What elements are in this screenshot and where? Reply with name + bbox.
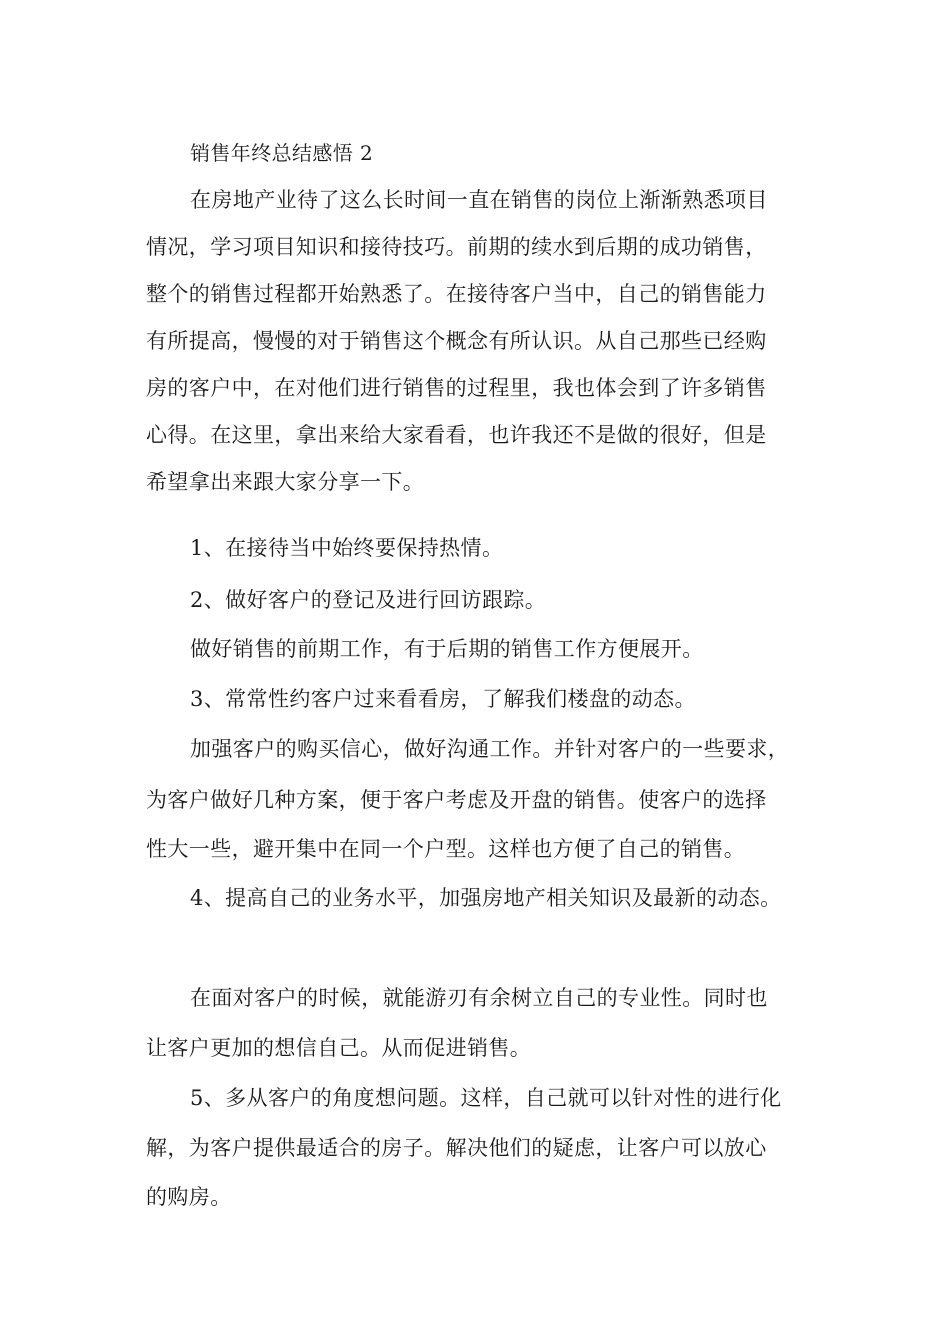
text-line: 让客户更加的想信自己。从而促进销售。 [146,1036,532,1060]
text-line: 房的客户中，在对他们进行销售的过程里，我也体会到了许多销售 [146,376,767,400]
list-item-4: 4、提高自己的业务水平，加强房地产相关知识及最新的动态。 [190,886,782,910]
text-line: 解，为客户提供最适合的房子。解决他们的疑虑，让客户可以放心 [146,1136,767,1160]
list-item-1: 1、在接待当中始终要保持热情。 [190,536,504,560]
text-line: 5、多从客户的角度想问题。这样，自己就可以针对性的进行化 [190,1086,782,1110]
text-line: 在房地产业待了这么长时间一直在销售的岗位上渐渐熟悉项目 [190,188,768,212]
list-item-3: 3、常常性约客户过来看看房，了解我们楼盘的动态。 [190,687,696,711]
text-line: 情况，学习项目知识和接待技巧。前期的续水到后期的成功销售， [146,235,767,259]
text-line: 加强客户的购买信心，做好沟通工作。并针对客户的一些要求， [190,737,790,761]
list-item-2: 2、做好客户的登记及进行回访跟踪。 [190,588,547,612]
text-line: 性大一些，避开集中在同一个户型。这样也方便了自己的销售。 [146,837,746,861]
text-line: 的购房。 [146,1185,232,1209]
text-line: 为客户做好几种方案，便于客户考虑及开盘的销售。使客户的选择 [146,788,767,812]
text-line: 在面对客户的时候，就能游刃有余树立自己的专业性。同时也 [190,986,768,1010]
text-line: 心得。在这里，拿出来给大家看看，也许我还不是做的很好，但是 [146,423,767,447]
text-line: 有所提高，慢慢的对于销售这个概念有所认识。从自己那些已经购 [146,329,767,353]
text-line: 整个的销售过程都开始熟悉了。在接待客户当中，自己的销售能力 [146,282,767,306]
text-line: 希望拿出来跟大家分享一下。 [146,470,425,494]
document-title: 销售年终总结感悟 2 [190,141,374,165]
list-item-2-note: 做好销售的前期工作，有于后期的销售工作方便展开。 [190,637,704,661]
